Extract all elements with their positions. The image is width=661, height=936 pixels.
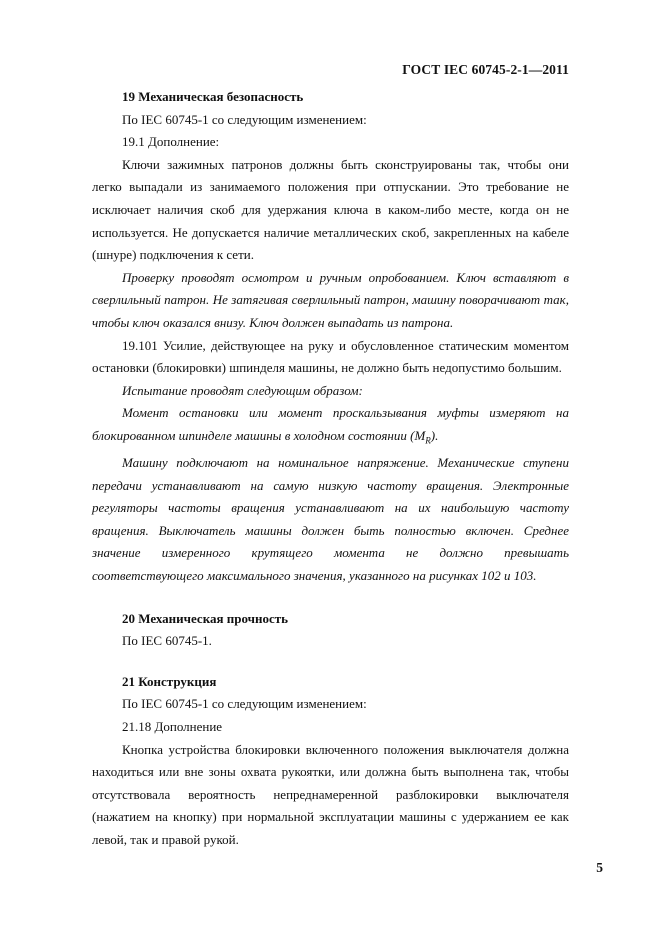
paragraph-chuck-keys: Ключи зажимных патронов должны быть сконструированы так, чтобы они легко выпадали из занимаемого положения при отпускании. Это требование не исключает наличия скоб для удержания ключа в каком-либо месте, когда он не используется. Не допускается наличие металлических скоб, закрепленных на кабеле (шнуре) подключения к сети.: [92, 156, 569, 263]
clause-19-101: 19.101 Усилие, действующее на руку и обусловленное статическим моментом остановки (блокировки) шпинделя машины, не должно быть недопустимо большим.: [92, 337, 569, 376]
page-body: [92, 86, 569, 852]
section-21-heading: 21 Конструкция: [122, 673, 217, 689]
section-19-intro: По IEC 60745-1 со следующим изменением:: [122, 111, 367, 127]
section-20-heading: 20 Механическая прочность: [122, 610, 289, 626]
paragraph-check-procedure: Проверку проводят осмотром и ручным опробованием. Ключ вставляют в сверлильный патрон. Не затягивая сверлильный патрон, машину поворачивают так, чтобы ключ оказался внизу. Ключ должен выпадать из патрона.: [92, 269, 569, 330]
clause-19-1: 19.1 Дополнение:: [122, 134, 220, 150]
section-20-text: По IEC 60745-1.: [122, 633, 212, 649]
section-19-heading: 19 Механическая безопасность: [122, 89, 304, 104]
paragraph-machine-connection: Машину подключают на номинальное напряжение. Механические ступени передачи устанавливают на самую низкую частоту вращения. Электронные регуляторы частоты вращения устанавливают на их наибольшую частоту вращения. Выключатель машины должен быть полностью включен. Среднее значение измеренного крутящего момента не должно превышать соответствующего максимального значения, указанного на рисунках 102 и 103.: [92, 455, 569, 584]
page-number: 5: [596, 860, 603, 875]
document-id-header: ГОСТ IEC 60745-2-1—2011: [402, 62, 569, 77]
paragraph-lock-button: Кнопка устройства блокировки включенного положения выключателя должна находиться или вне зоны охвата рукоятки, или должна быть выполнена так, чтобы отсутствовала вероятность непреднамеренной разблокировки выключателя (нажатием на кнопку) при нормальной эксплуатации машины с удержанием ее как левой, так и правой рукой.: [92, 741, 569, 847]
torque-text-end: ).: [430, 427, 439, 443]
paragraph-torque-measurement: [92, 402, 569, 452]
paragraph-test-method: Испытание проводят следующим образом:: [122, 382, 363, 398]
torque-text: Момент остановки или момент проскальзывания муфты измеряют на блокированном шпинделе машины в холодном состоянии (M: [92, 405, 569, 443]
clause-21-18: 21.18 Дополнение: [122, 719, 223, 735]
section-21-intro: По IEC 60745-1 со следующим изменением:: [122, 696, 367, 712]
torque-subscript: R: [425, 435, 431, 446]
